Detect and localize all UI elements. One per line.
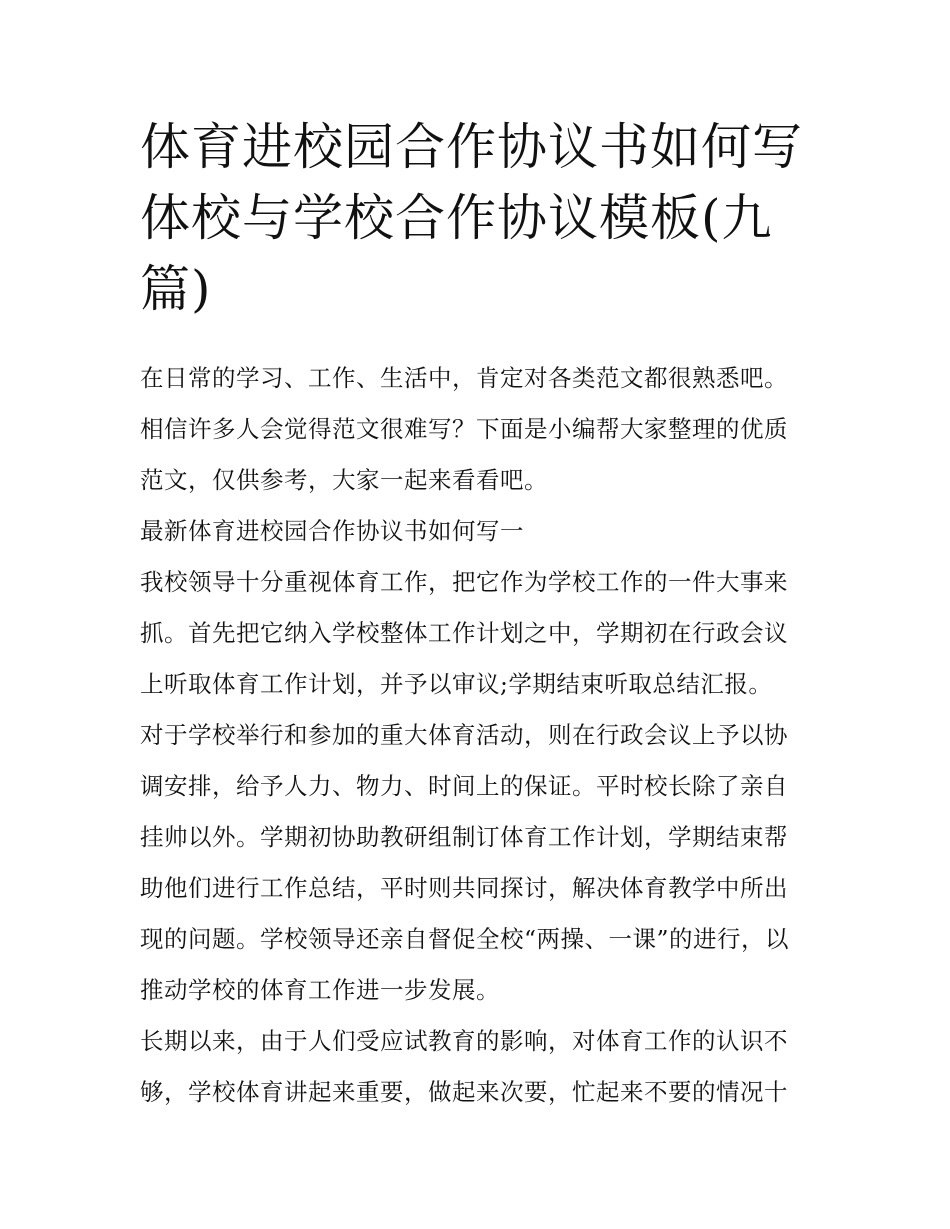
intro-paragraph bbox=[140, 353, 830, 506]
paragraph-line: 挂帅以外。学期初协助教研组制订体育工作计划，学期结束帮 bbox=[140, 823, 788, 851]
title-line-2: 体校与学校合作协议模板(九 bbox=[140, 189, 773, 247]
paragraph-line: 范文，仅供参考，大家一起来看看吧。 bbox=[140, 466, 548, 494]
paragraph-line: 长期以来，由于人们受应试教育的影响，对体育工作的认识不 bbox=[140, 1027, 788, 1055]
body-paragraph-1 bbox=[140, 557, 830, 710]
paragraph-line: 上听取体育工作计划，并予以审议;学期结束听取总结汇报。 bbox=[140, 670, 773, 698]
paragraph-line: 推动学校的体育工作进一步发展。 bbox=[140, 976, 500, 1004]
document-body bbox=[140, 353, 830, 1118]
paragraph-line: 相信许多人会觉得范文很难写？下面是小编帮大家整理的优质 bbox=[140, 415, 788, 443]
paragraph-line: 对于学校举行和参加的重大体育活动，则在行政会议上予以协 bbox=[140, 721, 788, 749]
title-line-3: 篇) bbox=[140, 260, 212, 318]
body-paragraph-3 bbox=[140, 1016, 830, 1118]
paragraph-line: 助他们进行工作总结，平时则共同探讨，解决体育教学中所出 bbox=[140, 874, 788, 902]
body-paragraph-2 bbox=[140, 710, 830, 1016]
section-heading-text: 最新体育进校园合作协议书如何写一 bbox=[140, 517, 524, 545]
document-title bbox=[140, 112, 820, 325]
paragraph-line: 我校领导十分重视体育工作，把它作为学校工作的一件大事来 bbox=[140, 568, 788, 596]
paragraph-line: 抓。首先把它纳入学校整体工作计划之中，学期初在行政会议 bbox=[140, 619, 788, 647]
paragraph-line: 够，学校体育讲起来重要，做起来次要，忙起来不要的情况十 bbox=[140, 1078, 788, 1106]
paragraph-line: 调安排，给予人力、物力、时间上的保证。平时校长除了亲自 bbox=[140, 772, 788, 800]
title-line-1: 体育进校园合作协议书如何写 bbox=[140, 118, 803, 176]
paragraph-line: 在日常的学习、工作、生活中，肯定对各类范文都很熟悉吧。 bbox=[140, 364, 788, 392]
paragraph-line: 现的问题。学校领导还亲自督促全校“两操、一课”的进行，以 bbox=[140, 925, 790, 953]
section-heading bbox=[140, 506, 830, 557]
